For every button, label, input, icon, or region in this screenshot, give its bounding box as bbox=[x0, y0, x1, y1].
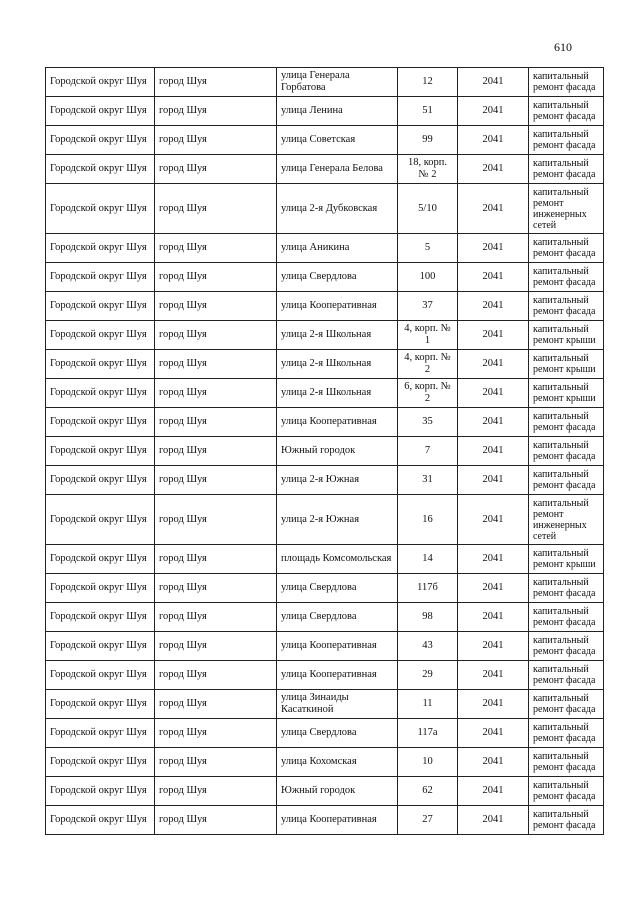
table-row bbox=[46, 350, 604, 379]
table-row bbox=[46, 632, 604, 661]
work-type-cell: капитальный ремонт фасада bbox=[529, 632, 604, 661]
year-cell: 2041 bbox=[458, 263, 529, 292]
table-row bbox=[46, 777, 604, 806]
year-cell: 2041 bbox=[458, 495, 529, 545]
work-type-cell: капитальный ремонт крыши bbox=[529, 379, 604, 408]
work-type-cell: капитальный ремонт фасада bbox=[529, 126, 604, 155]
settlement-cell: город Шуя bbox=[155, 495, 277, 545]
settlement-cell: город Шуя bbox=[155, 350, 277, 379]
year-cell: 2041 bbox=[458, 719, 529, 748]
table-row bbox=[46, 97, 604, 126]
settlement-cell: город Шуя bbox=[155, 155, 277, 184]
table-row bbox=[46, 126, 604, 155]
house-cell: 99 bbox=[398, 126, 458, 155]
house-cell: 16 bbox=[398, 495, 458, 545]
municipality-cell: Городской округ Шуя bbox=[46, 719, 155, 748]
work-type-cell: капитальный ремонт крыши bbox=[529, 350, 604, 379]
work-type-cell: капитальный ремонт инженерных сетей bbox=[529, 495, 604, 545]
year-cell: 2041 bbox=[458, 184, 529, 234]
street-cell: улица Генерала Горбатова bbox=[277, 68, 398, 97]
work-type-cell: капитальный ремонт инженерных сетей bbox=[529, 184, 604, 234]
municipality-cell: Городской округ Шуя bbox=[46, 603, 155, 632]
settlement-cell: город Шуя bbox=[155, 466, 277, 495]
settlement-cell: город Шуя bbox=[155, 748, 277, 777]
year-cell: 2041 bbox=[458, 466, 529, 495]
work-type-cell: капитальный ремонт фасада bbox=[529, 748, 604, 777]
settlement-cell: город Шуя bbox=[155, 408, 277, 437]
work-type-cell: капитальный ремонт фасада bbox=[529, 661, 604, 690]
year-cell: 2041 bbox=[458, 661, 529, 690]
house-cell: 14 bbox=[398, 545, 458, 574]
house-cell: 5 bbox=[398, 234, 458, 263]
municipality-cell: Городской округ Шуя bbox=[46, 806, 155, 835]
street-cell: Южный городок bbox=[277, 777, 398, 806]
house-cell: 11 bbox=[398, 690, 458, 719]
house-cell: 98 bbox=[398, 603, 458, 632]
work-type-cell: капитальный ремонт фасада bbox=[529, 719, 604, 748]
street-cell: улица Кохомская bbox=[277, 748, 398, 777]
year-cell: 2041 bbox=[458, 155, 529, 184]
work-type-cell: капитальный ремонт фасада bbox=[529, 437, 604, 466]
settlement-cell: город Шуя bbox=[155, 690, 277, 719]
table-row bbox=[46, 748, 604, 777]
street-cell: площадь Комсомольская bbox=[277, 545, 398, 574]
work-type-cell: капитальный ремонт фасада bbox=[529, 408, 604, 437]
table-row bbox=[46, 321, 604, 350]
municipality-cell: Городской округ Шуя bbox=[46, 321, 155, 350]
table-row bbox=[46, 661, 604, 690]
year-cell: 2041 bbox=[458, 292, 529, 321]
street-cell: улица Советская bbox=[277, 126, 398, 155]
year-cell: 2041 bbox=[458, 632, 529, 661]
year-cell: 2041 bbox=[458, 408, 529, 437]
street-cell: улица 2-я Школьная bbox=[277, 350, 398, 379]
settlement-cell: город Шуя bbox=[155, 777, 277, 806]
table-row bbox=[46, 603, 604, 632]
street-cell: улица Свердлова bbox=[277, 719, 398, 748]
work-type-cell: капитальный ремонт фасада bbox=[529, 690, 604, 719]
year-cell: 2041 bbox=[458, 321, 529, 350]
street-cell: улица Свердлова bbox=[277, 263, 398, 292]
settlement-cell: город Шуя bbox=[155, 661, 277, 690]
year-cell: 2041 bbox=[458, 68, 529, 97]
house-cell: 100 bbox=[398, 263, 458, 292]
year-cell: 2041 bbox=[458, 690, 529, 719]
work-type-cell: капитальный ремонт фасада bbox=[529, 806, 604, 835]
municipality-cell: Городской округ Шуя bbox=[46, 350, 155, 379]
house-cell: 6, корп. № 2 bbox=[398, 379, 458, 408]
house-cell: 31 bbox=[398, 466, 458, 495]
table-row bbox=[46, 292, 604, 321]
municipality-cell: Городской округ Шуя bbox=[46, 777, 155, 806]
street-cell: улица Кооперативная bbox=[277, 408, 398, 437]
work-type-cell: капитальный ремонт фасада bbox=[529, 68, 604, 97]
work-type-cell: капитальный ремонт фасада bbox=[529, 234, 604, 263]
work-type-cell: капитальный ремонт фасада bbox=[529, 155, 604, 184]
table-row bbox=[46, 263, 604, 292]
municipality-cell: Городской округ Шуя bbox=[46, 263, 155, 292]
work-type-cell: капитальный ремонт фасада bbox=[529, 574, 604, 603]
house-cell: 37 bbox=[398, 292, 458, 321]
municipality-cell: Городской округ Шуя bbox=[46, 690, 155, 719]
street-cell: улица 2-я Школьная bbox=[277, 379, 398, 408]
settlement-cell: город Шуя bbox=[155, 379, 277, 408]
table-row bbox=[46, 545, 604, 574]
work-type-cell: капитальный ремонт фасада bbox=[529, 777, 604, 806]
municipality-cell: Городской округ Шуя bbox=[46, 748, 155, 777]
year-cell: 2041 bbox=[458, 126, 529, 155]
house-cell: 51 bbox=[398, 97, 458, 126]
year-cell: 2041 bbox=[458, 234, 529, 263]
settlement-cell: город Шуя bbox=[155, 603, 277, 632]
table-row bbox=[46, 234, 604, 263]
year-cell: 2041 bbox=[458, 379, 529, 408]
house-cell: 43 bbox=[398, 632, 458, 661]
settlement-cell: город Шуя bbox=[155, 437, 277, 466]
table-row bbox=[46, 68, 604, 97]
street-cell: улица Генерала Белова bbox=[277, 155, 398, 184]
year-cell: 2041 bbox=[458, 603, 529, 632]
work-type-cell: капитальный ремонт фасада bbox=[529, 97, 604, 126]
house-cell: 29 bbox=[398, 661, 458, 690]
page-number: 610 bbox=[554, 40, 572, 54]
year-cell: 2041 bbox=[458, 806, 529, 835]
street-cell: улица 2-я Школьная bbox=[277, 321, 398, 350]
municipality-cell: Городской округ Шуя bbox=[46, 408, 155, 437]
municipality-cell: Городской округ Шуя bbox=[46, 574, 155, 603]
work-type-cell: капитальный ремонт крыши bbox=[529, 321, 604, 350]
municipality-cell: Городской округ Шуя bbox=[46, 97, 155, 126]
municipality-cell: Городской округ Шуя bbox=[46, 545, 155, 574]
street-cell: улица 2-я Южная bbox=[277, 495, 398, 545]
municipality-cell: Городской округ Шуя bbox=[46, 661, 155, 690]
year-cell: 2041 bbox=[458, 748, 529, 777]
house-cell: 12 bbox=[398, 68, 458, 97]
table-row bbox=[46, 408, 604, 437]
table-row bbox=[46, 437, 604, 466]
year-cell: 2041 bbox=[458, 350, 529, 379]
settlement-cell: город Шуя bbox=[155, 126, 277, 155]
street-cell: улица 2-я Южная bbox=[277, 466, 398, 495]
house-cell: 18, корп. № 2 bbox=[398, 155, 458, 184]
street-cell: улица Ленина bbox=[277, 97, 398, 126]
house-cell: 7 bbox=[398, 437, 458, 466]
municipality-cell: Городской округ Шуя bbox=[46, 379, 155, 408]
year-cell: 2041 bbox=[458, 437, 529, 466]
house-cell: 27 bbox=[398, 806, 458, 835]
settlement-cell: город Шуя bbox=[155, 68, 277, 97]
year-cell: 2041 bbox=[458, 574, 529, 603]
table-row bbox=[46, 719, 604, 748]
street-cell: улица Зинаиды Касаткиной bbox=[277, 690, 398, 719]
settlement-cell: город Шуя bbox=[155, 719, 277, 748]
municipality-cell: Городской округ Шуя bbox=[46, 632, 155, 661]
street-cell: улица Аникина bbox=[277, 234, 398, 263]
table-row bbox=[46, 690, 604, 719]
house-cell: 62 bbox=[398, 777, 458, 806]
house-cell: 5/10 bbox=[398, 184, 458, 234]
street-cell: Южный городок bbox=[277, 437, 398, 466]
settlement-cell: город Шуя bbox=[155, 97, 277, 126]
work-type-cell: капитальный ремонт фасада bbox=[529, 263, 604, 292]
municipality-cell: Городской округ Шуя bbox=[46, 155, 155, 184]
municipality-cell: Городской округ Шуя bbox=[46, 437, 155, 466]
work-type-cell: капитальный ремонт фасада bbox=[529, 603, 604, 632]
settlement-cell: город Шуя bbox=[155, 321, 277, 350]
street-cell: улица Свердлова bbox=[277, 603, 398, 632]
house-cell: 10 bbox=[398, 748, 458, 777]
house-cell: 4, корп. № 2 bbox=[398, 350, 458, 379]
municipality-cell: Городской округ Шуя bbox=[46, 234, 155, 263]
table-row bbox=[46, 495, 604, 545]
street-cell: улица Свердлова bbox=[277, 574, 398, 603]
municipality-cell: Городской округ Шуя bbox=[46, 466, 155, 495]
settlement-cell: город Шуя bbox=[155, 184, 277, 234]
street-cell: улица Кооперативная bbox=[277, 292, 398, 321]
table-row bbox=[46, 466, 604, 495]
street-cell: улица Кооперативная bbox=[277, 632, 398, 661]
settlement-cell: город Шуя bbox=[155, 806, 277, 835]
settlement-cell: город Шуя bbox=[155, 292, 277, 321]
street-cell: улица Кооперативная bbox=[277, 661, 398, 690]
year-cell: 2041 bbox=[458, 545, 529, 574]
municipality-cell: Городской округ Шуя bbox=[46, 495, 155, 545]
street-cell: улица 2-я Дубковская bbox=[277, 184, 398, 234]
year-cell: 2041 bbox=[458, 97, 529, 126]
municipality-cell: Городской округ Шуя bbox=[46, 126, 155, 155]
house-cell: 117б bbox=[398, 574, 458, 603]
housing-repair-table bbox=[45, 67, 604, 835]
table-row bbox=[46, 379, 604, 408]
house-cell: 35 bbox=[398, 408, 458, 437]
table-row bbox=[46, 574, 604, 603]
settlement-cell: город Шуя bbox=[155, 632, 277, 661]
work-type-cell: капитальный ремонт фасада bbox=[529, 466, 604, 495]
house-cell: 4, корп. № 1 bbox=[398, 321, 458, 350]
settlement-cell: город Шуя bbox=[155, 545, 277, 574]
table-row bbox=[46, 184, 604, 234]
settlement-cell: город Шуя bbox=[155, 263, 277, 292]
work-type-cell: капитальный ремонт фасада bbox=[529, 292, 604, 321]
settlement-cell: город Шуя bbox=[155, 234, 277, 263]
table-row bbox=[46, 155, 604, 184]
settlement-cell: город Шуя bbox=[155, 574, 277, 603]
municipality-cell: Городской округ Шуя bbox=[46, 184, 155, 234]
house-cell: 117а bbox=[398, 719, 458, 748]
street-cell: улица Кооперативная bbox=[277, 806, 398, 835]
municipality-cell: Городской округ Шуя bbox=[46, 292, 155, 321]
table-row bbox=[46, 806, 604, 835]
work-type-cell: капитальный ремонт крыши bbox=[529, 545, 604, 574]
municipality-cell: Городской округ Шуя bbox=[46, 68, 155, 97]
year-cell: 2041 bbox=[458, 777, 529, 806]
